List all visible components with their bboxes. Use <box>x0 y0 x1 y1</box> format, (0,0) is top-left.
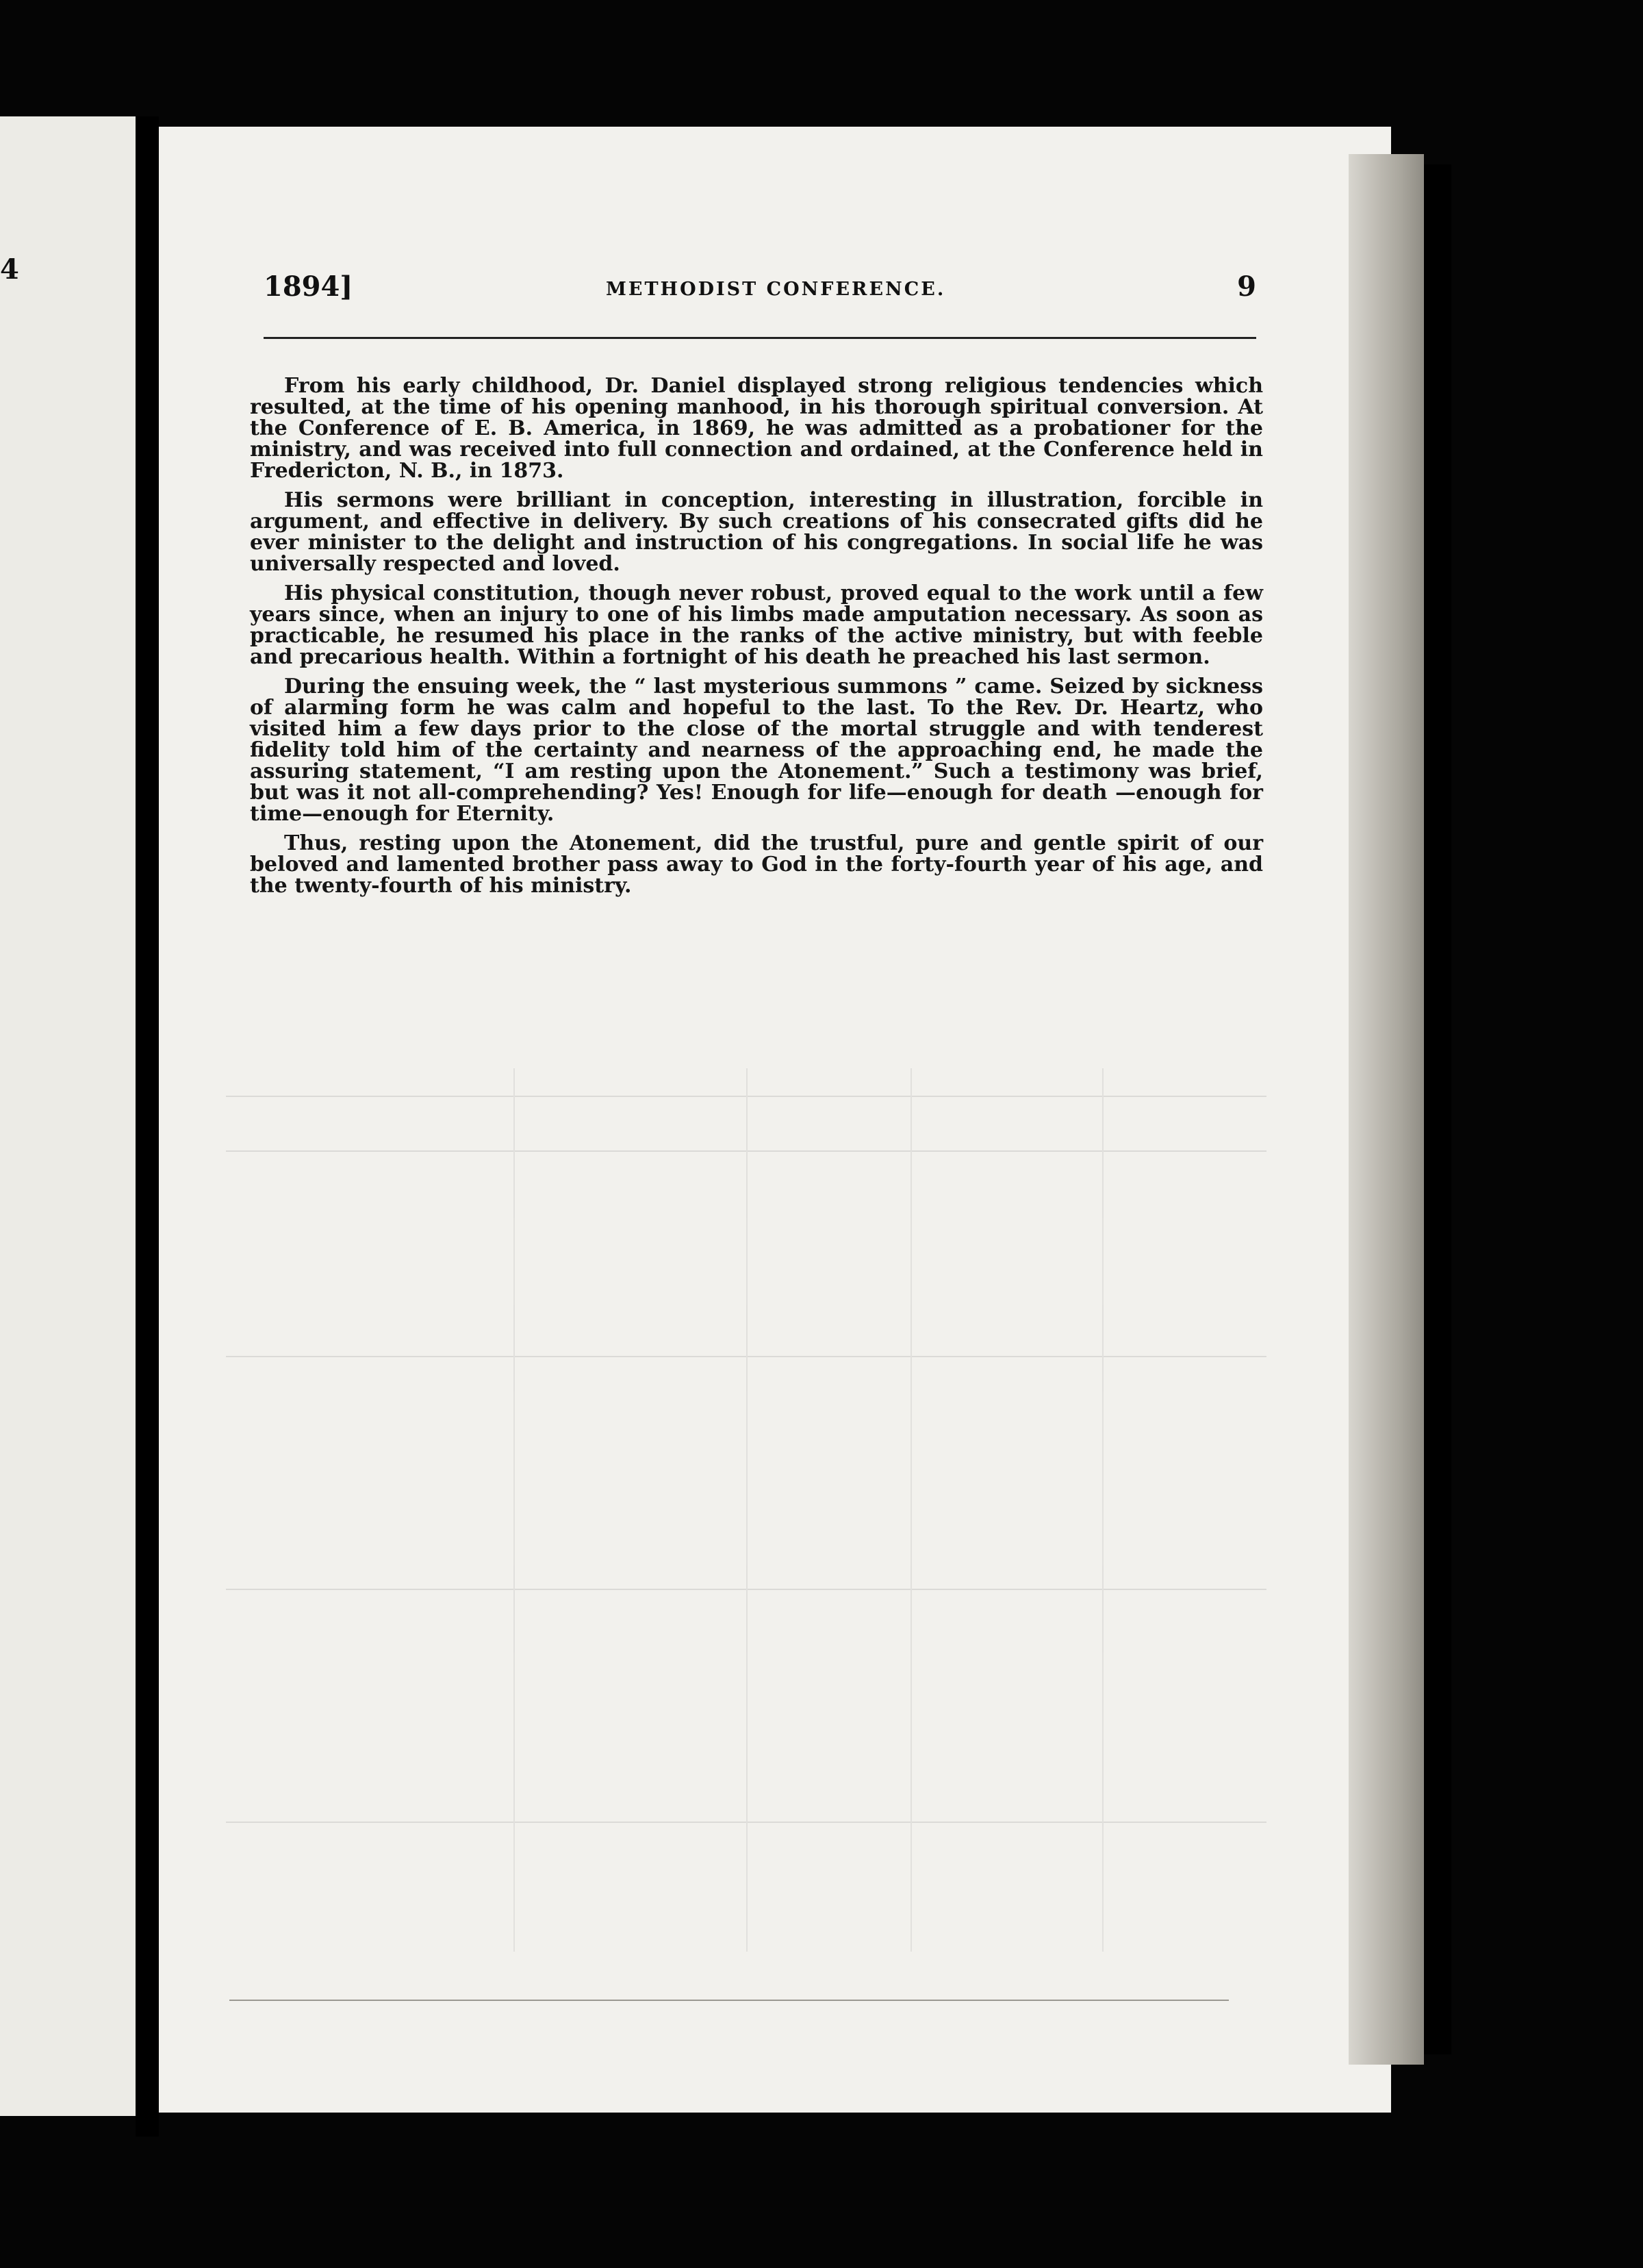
header-year: 1894] <box>264 270 353 303</box>
left-page-number-fragment: 4 <box>0 253 19 286</box>
obituary-text <box>250 375 1263 905</box>
show-through-table <box>226 1068 1266 1952</box>
page-number: 9 <box>1237 270 1256 303</box>
left-facing-page <box>0 116 137 2116</box>
paragraph: His physical constitution, though never robust, proved equal to the work until a few years since, when an injury to one of his limbs made amputation necessary. As soon as practicable, he resumed his place in the ranks of the active ministry, but with feeble and precarious health. Within a fortnight of his death he preached his last sermon. <box>250 581 1263 669</box>
running-header <box>264 270 1256 312</box>
header-rule <box>264 337 1256 339</box>
page-edge-shadow <box>1424 164 1451 2054</box>
header-title: METHODIST CONFERENCE. <box>606 279 946 300</box>
paragraph: Thus, resting upon the Atonement, did the trustful, pure and gentle spirit of our beloved and lamented brother pass away to God in the forty-fourth year of his age, and the twenty-fourth of his ministry. <box>250 831 1263 898</box>
paragraph: His sermons were brilliant in conception, interesting in illustration, forcible in argument, and effective in delivery. By such creations of his consecrated gifts did he ever minister to the delight and instruction of his congregations. In social life he was universally respected and loved. <box>250 488 1263 576</box>
paragraph: During the ensuing week, the “ last mysterious summons ” came. Seized by sickness of alarming form he was calm and hopeful to the last. To the Rev. Dr. Heartz, who visited him a few days prior to the close of the mortal struggle and with tenderest fidelity told him of the certainty and nearness of the approaching end, he made the assuring statement, “I am resting upon the Atonement.” Such a testimony was brief, but was it not all-comprehending? Yes! Enough for life—enough for death —enough for time—enough for Eternity. <box>250 675 1263 826</box>
paragraph: From his early childhood, Dr. Daniel displayed strong religious tendencies which resulted, at the time of his opening manhood, in his thorough spiritual conversion. At the Conference of E. B. America, in 1869, he was admitted as a probationer for the ministry, and was received into full connection and ordained, at the Conference held in Fredericton, N. B., in 1873. <box>250 374 1263 483</box>
page-stack-edge <box>1349 154 1424 2065</box>
bottom-rule <box>229 2000 1229 2001</box>
book-gutter <box>136 116 159 2137</box>
